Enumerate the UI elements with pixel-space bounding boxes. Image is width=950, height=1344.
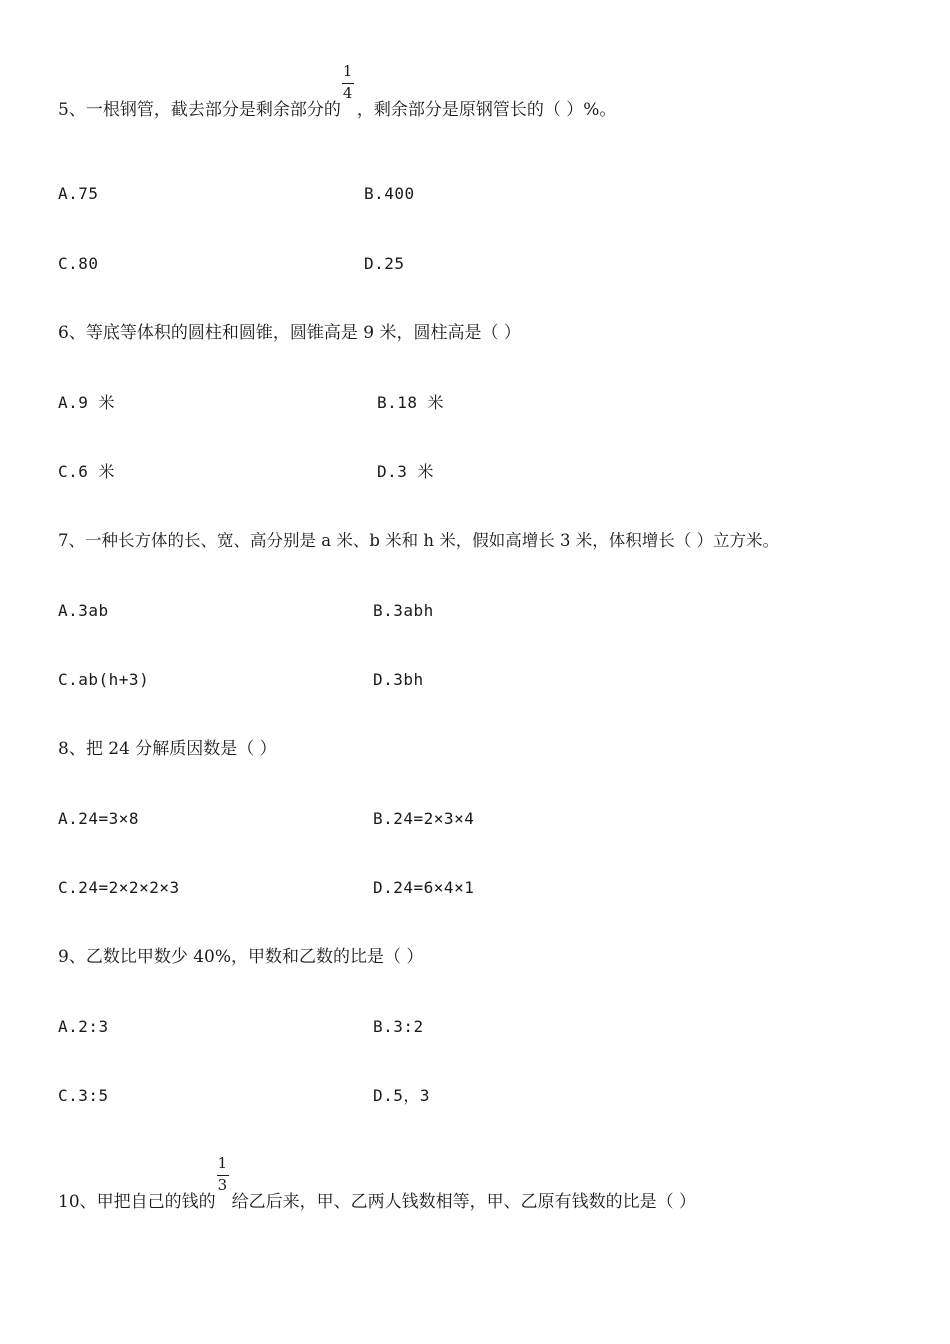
question-9-option-b: B.3:2 — [373, 1017, 424, 1036]
question-7-option-d: D.3bh — [373, 670, 424, 689]
question-5-option-d: D.25 — [364, 254, 405, 273]
question-8-option-d: D.24=6×4×1 — [373, 878, 475, 897]
fraction-one-quarter — [342, 62, 355, 115]
fraction-numerator: 1 — [217, 1154, 228, 1172]
question-9-option-a: A.2:3 — [58, 1017, 109, 1036]
fraction-denominator: 3 — [217, 1176, 228, 1194]
question-10 — [58, 1154, 697, 1213]
question-7: 7、一种长方体的长、宽、高分别是 a 米、b 米和 h 米，假如高增长 3 米，体积增长（ ）立方米。 — [58, 531, 779, 550]
question-9-option-d: D.5，3 — [373, 1086, 431, 1105]
question-8-option-a: A.24=3×8 — [58, 809, 140, 828]
question-8-option-b: B.24=2×3×4 — [373, 809, 475, 828]
question-8: 8、把 24 分解质因数是（ ） — [58, 739, 277, 759]
question-5 — [58, 62, 617, 121]
question-7-option-a: A.3ab — [58, 601, 109, 620]
question-5-option-a: A.75 — [58, 184, 99, 203]
question-6-option-b: B.18 米 — [377, 393, 445, 412]
question-8-option-c: C.24=2×2×2×3 — [58, 878, 180, 897]
question-6: 6、等底等体积的圆柱和圆锥，圆锥高是 9 米，圆柱高是（ ） — [58, 323, 521, 343]
question-6-option-a: A.9 米 — [58, 393, 116, 412]
question-7-option-c: C.ab(h+3) — [58, 670, 150, 689]
question-5-option-c: C.80 — [58, 254, 99, 273]
question-5-option-b: B.400 — [364, 184, 415, 203]
fraction-one-third — [217, 1154, 230, 1207]
question-9-option-c: C.3:5 — [58, 1086, 109, 1105]
question-7-option-b: B.3abh — [373, 601, 434, 620]
question-6-option-c: C.6 米 — [58, 462, 116, 481]
question-9: 9、乙数比甲数少 40%，甲数和乙数的比是（ ） — [58, 947, 424, 967]
question-5-text-after: ，剩余部分是原钢管长的（ ）%。 — [356, 100, 617, 120]
fraction-denominator: 4 — [342, 84, 353, 102]
fraction-numerator: 1 — [342, 62, 353, 80]
question-10-text-after: 给乙后来，甲、乙两人钱数相等，甲、乙原有钱数的比是（ ） — [231, 1192, 697, 1212]
question-5-text-before: 5、一根钢管，截去部分是剩余部分的 — [58, 100, 341, 120]
question-6-option-d: D.3 米 — [377, 462, 435, 481]
question-10-text-before: 10、甲把自己的钱的 — [58, 1192, 216, 1212]
